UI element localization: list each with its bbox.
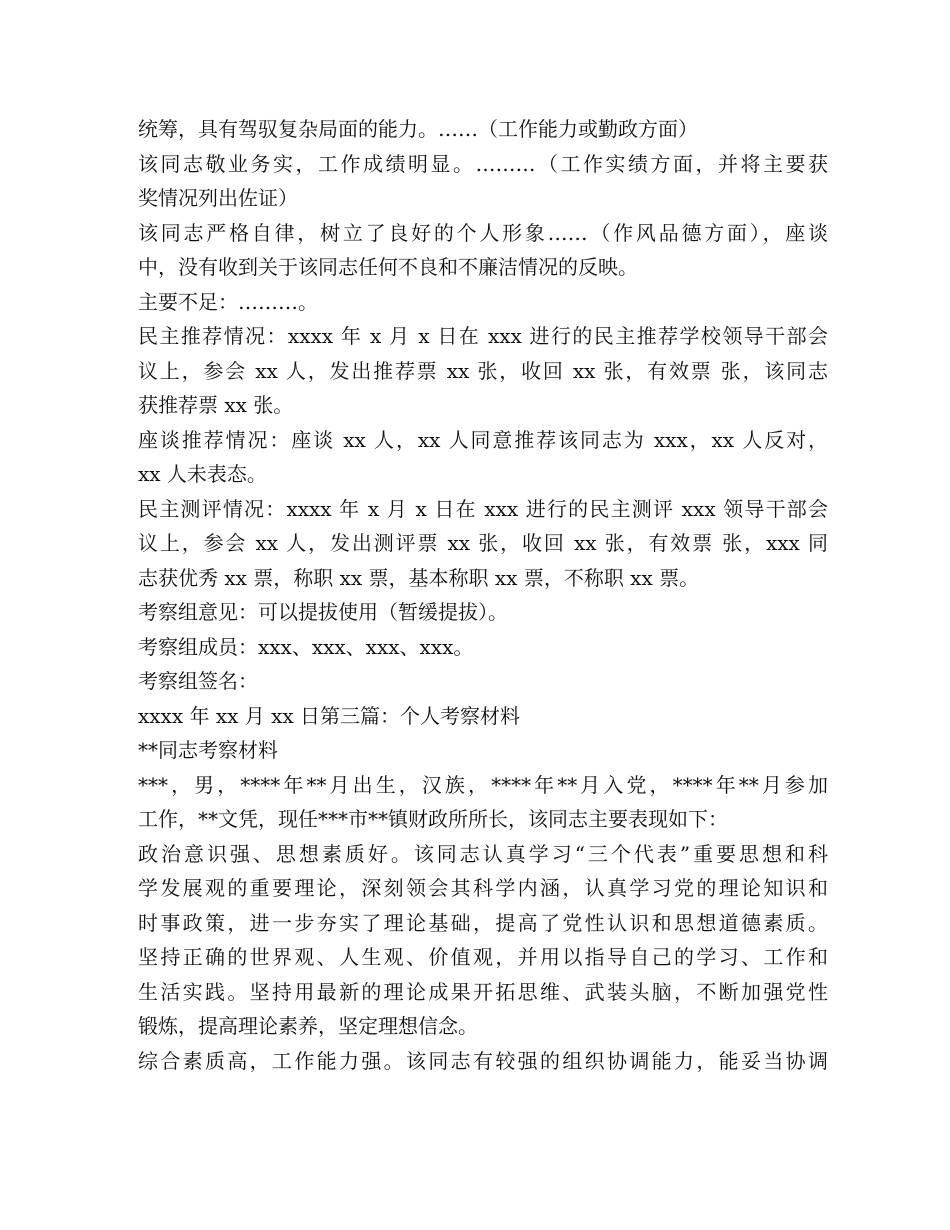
text-line: 中，没有收到关于该同志任何不良和不廉洁情况的反映。: [138, 255, 638, 279]
text-line: 主要不足：………。: [138, 289, 318, 314]
text-line: 锻炼，提高理论素养，坚定理想信念。: [138, 1014, 478, 1038]
text-line: 考察组意见：可以提拔使用（暂缓提拔）。: [138, 600, 508, 624]
text-line: 座谈推荐情况：座谈 xx 人，xx 人同意推荐该同志为 xxx，xx 人反对，: [138, 427, 828, 452]
text-line: 政治意识强、思想素质好。该同志认真学习“三个代表”重要思想和科: [138, 841, 828, 866]
text-line: 坚持正确的世界观、人生观、价值观，并用以指导自己的学习、工作和: [138, 945, 828, 969]
text-line: 考察组签名：: [138, 669, 258, 693]
text-line: 该同志敬业务实，工作成绩明显。………（工作实绩方面，并将主要获: [138, 151, 828, 176]
text-line: 获推荐票 xx 张。: [138, 393, 294, 417]
text-line: 志获优秀 xx 票，称职 xx 票，基本称职 xx 票，不称职 xx 票。: [138, 565, 700, 590]
text-line: 生活实践。坚持用最新的理论成果开拓思维、武装头脑，不断加强党性: [138, 979, 828, 1004]
text-line: 工作，**文凭，现任***市**镇财政所所长，该同志主要表现如下：: [138, 807, 728, 831]
text-line: xxxx 年 xx 月 xx 日第三篇：个人考察材料: [138, 703, 521, 728]
text-line: 该同志严格自律，树立了良好的个人形象……（作风品德方面），座谈: [138, 220, 828, 245]
text-line: xx 人未表态。: [138, 462, 267, 486]
text-line: 民主测评情况：xxxx 年 x 月 x 日在 xxx 进行的民主测评 xxx 领导干部会: [138, 496, 828, 521]
text-line: 时事政策，进一步夯实了理论基础，提高了党性认识和思想道德素质。: [138, 910, 828, 935]
text-line: 考察组成员：xxx、xxx、xxx、xxx。: [138, 634, 474, 659]
text-line: 奖情况列出佐证）: [138, 186, 298, 210]
text-line: 议上，参会 xx 人，发出测评票 xx 张，收回 xx 张，有效票 张，xxx 同: [138, 531, 828, 555]
text-line: 综合素质高，工作能力强。该同志有较强的组织协调能力，能妥当协调: [138, 1048, 828, 1073]
text-line: 学发展观的重要理论，深刻领会其科学内涵，认真学习党的理论知识和: [138, 876, 828, 900]
text-line: **同志考察材料: [138, 738, 278, 762]
text-line: 民主推荐情况：xxxx 年 x 月 x 日在 xxx 进行的民主推荐学校领导干部会: [138, 324, 828, 348]
text-line: 统筹，具有驾驭复杂局面的能力。……（工作能力或勤政方面）: [138, 117, 698, 141]
document-body: [138, 112, 828, 1078]
text-line: ***，男，****年**月出生，汉族，****年**月入党，****年**月参加: [138, 772, 828, 797]
text-line: 议上，参会 xx 人，发出推荐票 xx 张，收回 xx 张，有效票 张，该同志: [138, 358, 828, 383]
